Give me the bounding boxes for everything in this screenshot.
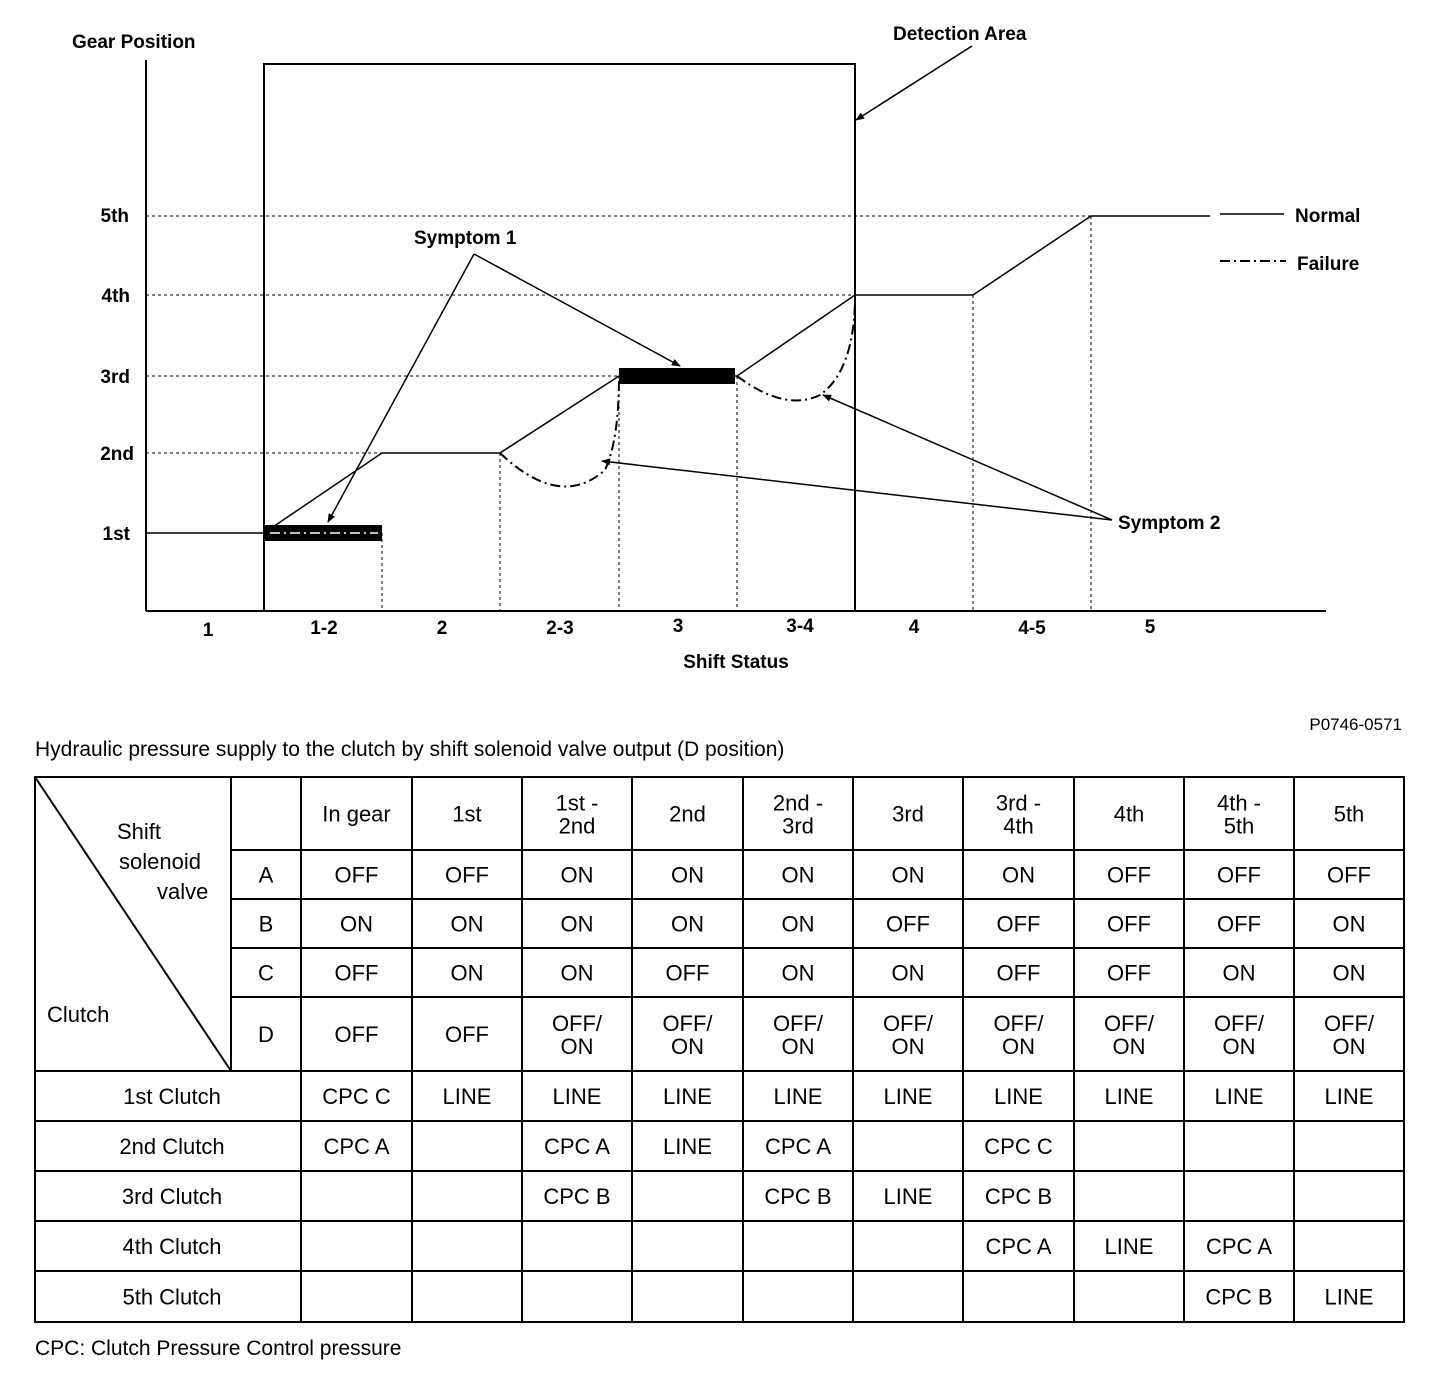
valve-cell: ON — [450, 960, 484, 986]
valve-cell-line2: ON — [1002, 1034, 1035, 1059]
clutch-cell: CPC C — [984, 1134, 1053, 1159]
column-header-line2: 2nd — [558, 813, 596, 839]
table-caption: Hydraulic pressure supply to the clutch by shift solenoid valve output (D position) — [35, 738, 785, 761]
clutch-cell: CPC B — [764, 1184, 832, 1209]
symptom2-arrow-b — [823, 395, 1112, 520]
clutch-cell: LINE — [883, 1084, 933, 1109]
clutch-cell: CPC A — [764, 1134, 832, 1159]
failure-curve-2-3 — [500, 376, 619, 486]
y-tick-labels — [100, 206, 134, 545]
clutch-cell: LINE — [1104, 1234, 1154, 1259]
valve-cell: OFF — [886, 911, 930, 937]
valve-cell-line1: OFF/ — [1103, 1011, 1155, 1036]
valve-cell: ON — [781, 911, 815, 937]
valve-cell-line1: OFF/ — [772, 1011, 824, 1036]
valve-cell: OFF — [996, 911, 1041, 937]
corner-shift: Shift — [117, 819, 162, 844]
legend-failure-label: Failure — [1297, 254, 1360, 275]
valve-cell-line1: OFF/ — [882, 1011, 934, 1036]
symptom2-arrow-a — [602, 461, 1112, 520]
y-tick-2nd: 2nd — [100, 444, 134, 465]
valve-cell: OFF — [1217, 911, 1261, 937]
valve-cell-line1: OFF/ — [1213, 1011, 1265, 1036]
column-header-line1: 1st - — [555, 790, 599, 816]
table-cells — [119, 791, 1375, 1310]
column-header-line1: 2nd - — [772, 790, 824, 816]
valve-cell: OFF — [334, 862, 379, 888]
corner-clutch: Clutch — [47, 1002, 110, 1027]
valve-cell: OFF — [1107, 862, 1151, 888]
symptom1-bar-3 — [619, 368, 735, 384]
symptom1-label: Symptom 1 — [414, 228, 517, 249]
clutch-cell: LINE — [883, 1184, 933, 1209]
column-header: 2nd — [669, 801, 706, 827]
valve-label: C — [258, 960, 274, 986]
x-tick-4: 4 — [908, 617, 920, 638]
clutch-cell: LINE — [773, 1084, 823, 1109]
valve-label: A — [258, 862, 274, 888]
valve-cell: OFF — [665, 960, 710, 986]
valve-label: B — [258, 911, 274, 937]
valve-cell: ON — [671, 911, 704, 937]
column-header: 4th — [1113, 801, 1145, 827]
detection-area-label: Detection Area — [893, 24, 1027, 45]
clutch-label: 1st Clutch — [123, 1084, 221, 1109]
y-tick-1st: 1st — [102, 524, 130, 545]
valve-cell: OFF — [1107, 911, 1151, 937]
symptom1-arrow-a — [328, 254, 474, 522]
y-tick-4th: 4th — [101, 286, 130, 307]
clutch-cell: CPC A — [543, 1134, 611, 1159]
valve-cell: OFF — [1327, 862, 1371, 888]
figure-code: P0746-0571 — [1309, 715, 1402, 734]
valve-cell: ON — [891, 960, 925, 986]
clutch-label: 3rd Clutch — [121, 1184, 223, 1209]
legend-normal-label: Normal — [1295, 206, 1361, 227]
valve-cell: ON — [560, 862, 594, 888]
x-tick-3-4: 3-4 — [786, 616, 814, 637]
valve-cell: ON — [560, 960, 594, 986]
clutch-cell: LINE — [994, 1084, 1043, 1109]
valve-cell-line2: ON — [671, 1034, 704, 1059]
x-axis-title: Shift Status — [683, 652, 789, 673]
corner-solenoid: solenoid — [119, 849, 201, 874]
clutch-cell: CPC B — [1205, 1284, 1273, 1310]
valve-cell-line1: OFF/ — [551, 1011, 603, 1036]
x-tick-2-3: 2-3 — [546, 618, 574, 639]
clutch-cell: LINE — [663, 1134, 712, 1159]
x-tick-5: 5 — [1144, 617, 1156, 638]
clutch-label: 4th Clutch — [122, 1234, 222, 1259]
valve-cell: ON — [891, 862, 925, 888]
column-header: In gear — [322, 801, 391, 827]
clutch-cell: CPC B — [984, 1184, 1053, 1209]
valve-cell: ON — [781, 862, 815, 888]
column-header: 3rd — [892, 801, 924, 827]
clutch-cell: LINE — [1324, 1284, 1374, 1310]
x-tick-4-5: 4-5 — [1018, 618, 1046, 639]
column-header: 5th — [1333, 801, 1365, 827]
y-tick-3rd: 3rd — [100, 367, 130, 388]
valve-cell: OFF — [1107, 960, 1151, 986]
detection-area-arrow — [856, 46, 972, 120]
y-axis-title: Gear Position — [72, 32, 196, 53]
clutch-cell: LINE — [442, 1084, 492, 1109]
valve-cell: OFF — [445, 862, 489, 888]
valve-cell: OFF — [1217, 862, 1261, 888]
valve-cell: OFF — [334, 1022, 379, 1047]
table-footnote: CPC: Clutch Pressure Control pressure — [35, 1337, 402, 1360]
valve-cell-line1: OFF/ — [993, 1011, 1044, 1036]
clutch-cell: CPC A — [985, 1234, 1052, 1259]
clutch-cell: LINE — [1104, 1084, 1154, 1109]
table-outer-border — [35, 777, 1404, 1322]
clutch-cell: LINE — [1324, 1084, 1374, 1109]
valve-cell-line2: ON — [1332, 1034, 1366, 1059]
x-tick-3: 3 — [672, 616, 684, 637]
column-header-line2: 3rd — [782, 813, 814, 839]
valve-cell-line2: ON — [560, 1034, 594, 1059]
valve-cell-line2: ON — [1112, 1034, 1146, 1059]
valve-cell: ON — [1332, 911, 1366, 937]
valve-cell: ON — [1332, 960, 1366, 986]
valve-cell: ON — [450, 911, 484, 937]
valve-cell: OFF — [445, 1022, 489, 1047]
valve-cell-line1: OFF/ — [662, 1011, 713, 1036]
y-tick-5th: 5th — [100, 206, 129, 227]
failure-curve-3-4 — [737, 295, 855, 400]
legend — [1220, 206, 1360, 275]
valve-cell: ON — [1002, 862, 1035, 888]
valve-cell: ON — [560, 911, 594, 937]
clutch-label: 2nd Clutch — [119, 1134, 225, 1159]
clutch-cell: LINE — [552, 1084, 602, 1109]
gear-shift-chart — [72, 24, 1402, 734]
valve-cell-line1: OFF/ — [1323, 1011, 1375, 1036]
clutch-cell: LINE — [1214, 1084, 1264, 1109]
column-header: 1st — [452, 801, 482, 827]
clutch-cell: CPC B — [543, 1184, 611, 1209]
symptom2-label: Symptom 2 — [1118, 513, 1221, 534]
valve-cell-line2: ON — [781, 1034, 815, 1059]
valve-cell-line2: ON — [1222, 1034, 1256, 1059]
table-grid-lines — [35, 777, 1404, 1322]
x-tick-1: 1 — [202, 620, 214, 641]
valve-cell: ON — [671, 862, 704, 888]
column-header-line1: 3rd - — [995, 790, 1042, 816]
clutch-label: 5th Clutch — [122, 1284, 222, 1310]
valve-cell: ON — [1222, 960, 1256, 986]
column-header-line1: 4th - — [1216, 790, 1262, 816]
x-tick-2: 2 — [436, 618, 448, 639]
clutch-cell: CPC A — [1205, 1234, 1273, 1259]
corner-valve: valve — [157, 879, 209, 904]
column-header-line2: 4th — [1003, 813, 1034, 839]
column-header-line2: 5th — [1223, 813, 1255, 839]
x-tick-1-2: 1-2 — [310, 618, 338, 639]
clutch-cell: CPC C — [322, 1084, 391, 1109]
valve-cell: ON — [781, 960, 815, 986]
x-tick-labels — [203, 616, 1156, 641]
solenoid-clutch-table — [35, 777, 1404, 1322]
symptom1-arrow-b — [474, 254, 680, 366]
valve-cell: OFF — [334, 960, 379, 986]
clutch-cell: LINE — [663, 1084, 712, 1109]
valve-cell: OFF — [996, 960, 1041, 986]
valve-cell: ON — [340, 911, 373, 937]
valve-cell-line2: ON — [891, 1034, 925, 1059]
valve-label: D — [258, 1022, 274, 1047]
clutch-cell: CPC A — [323, 1134, 390, 1159]
